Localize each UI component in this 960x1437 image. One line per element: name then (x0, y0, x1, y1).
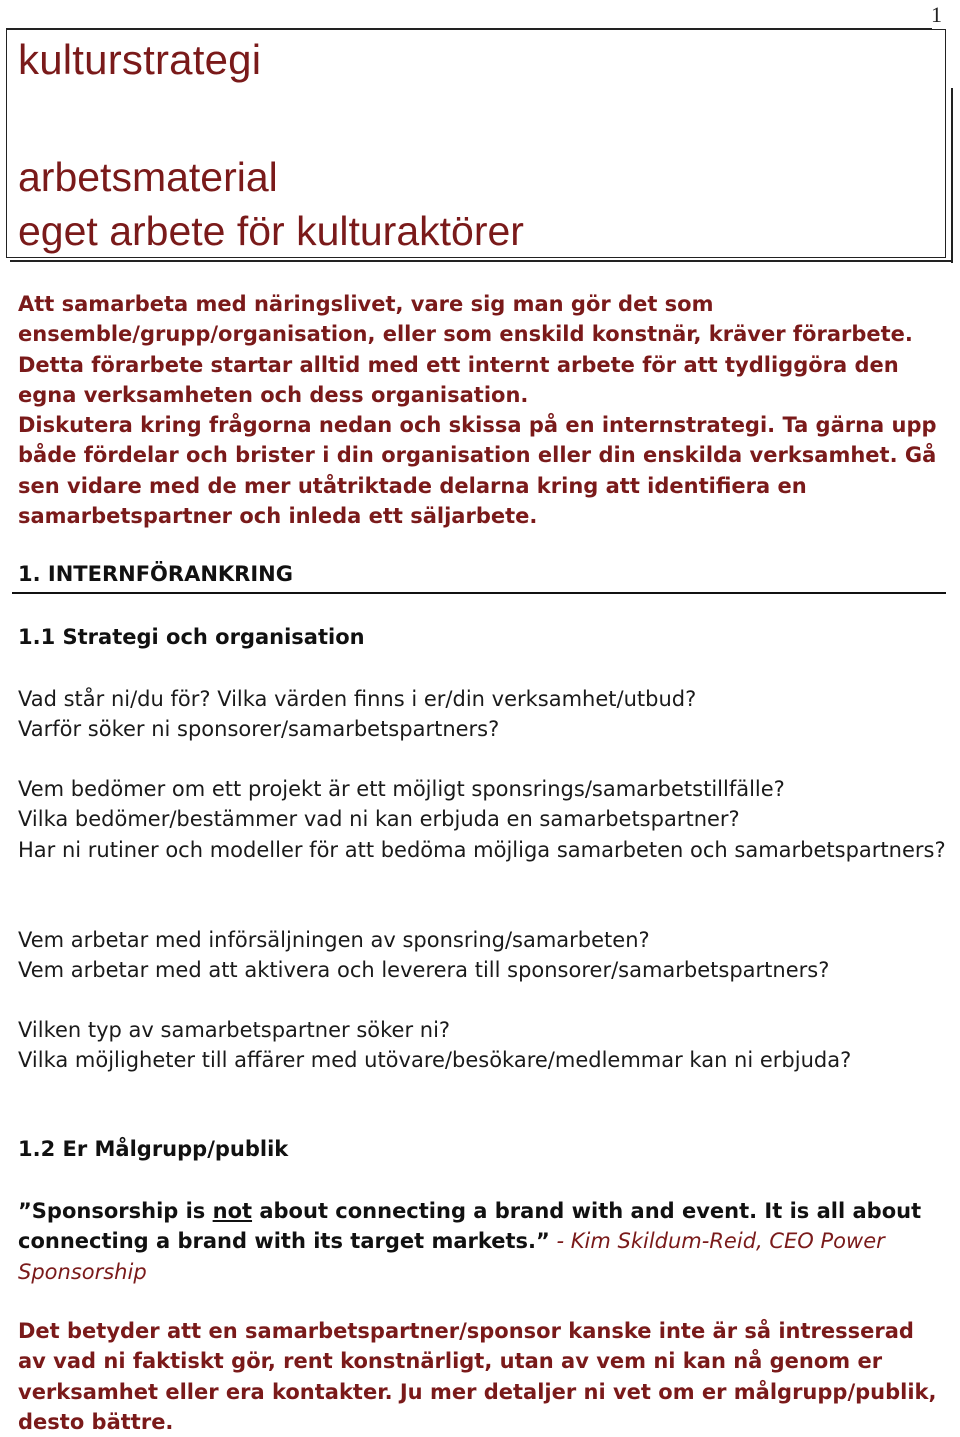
intro-text (18, 289, 948, 531)
subsection-heading-target-group: 1.2 Er Målgrupp/publik (18, 1137, 289, 1161)
question-group-2 (18, 774, 948, 865)
header-box-shadow-right (951, 88, 953, 263)
quote-attribution: - Kim Skildum-Reid, CEO Power Sponsorship (18, 1229, 885, 1284)
question: Vad står ni/du för? Vilka värden finns i er/din verksamhet/utbud? (18, 687, 697, 711)
section-divider (12, 592, 946, 594)
section-heading: 1. INTERNFÖRANKRING (18, 562, 293, 586)
question: Vem bedömer om ett projekt är ett möjligt sponsrings/samarbetstillfälle? (18, 777, 785, 801)
subtitle-line-2: eget arbete för kulturaktörer (18, 208, 524, 254)
header-box-shadow-bottom (10, 260, 953, 262)
subsection-heading-strategy: 1.1 Strategi och organisation (18, 625, 365, 649)
question: Vilka bedömer/bestämmer vad ni kan erbjuda en samarbetspartner? (18, 807, 740, 832)
question-group-1 (18, 684, 948, 745)
question: Har ni rutiner och modeller för att bedöma möjliga samarbeten och samarbetspartners? (18, 837, 946, 862)
question: Vilken typ av samarbetspartner söker ni? (18, 1018, 451, 1042)
question: Varför söker ni sponsorer/samarbetspartners? (18, 717, 500, 742)
question-group-3 (18, 925, 948, 986)
quote-text-start: ”Sponsorship is (18, 1199, 213, 1223)
page-number: 1 (931, 2, 942, 27)
question: Vilka möjligheter till affärer med utövare/besökare/medlemmar kan ni erbjuda? (18, 1048, 852, 1073)
intro-paragraph-2: Diskutera kring frågorna nedan och skissa på en internstrategi. Ta gärna upp både fördelar och brister i din organisation eller din enskilda verksamhet. Gå sen vidare med de mer utåtriktade delarna kring att identifiera en samarbetspartner och inleda ett säljarbete. (18, 413, 937, 529)
question-group-4 (18, 1015, 948, 1076)
sponsorship-quote (18, 1196, 948, 1287)
question: Vem arbetar med att aktivera och leverera till sponsorer/samarbetspartners? (18, 958, 830, 983)
document-subtitle (18, 150, 524, 258)
quote-emphasis: not (212, 1199, 253, 1223)
closing-paragraph: Det betyder att en samarbetspartner/sponsor kanske inte är så intresserad av vad ni faktiskt gör, rent konstnärligt, utan av vem ni kan nå genom er verksamhet eller era kontakter. Ju mer detaljer ni vet om er målgrupp/publik, desto bättre. (18, 1319, 937, 1434)
document-title: kulturstrategi (18, 36, 262, 83)
question: Vem arbetar med införsäljningen av sponsring/samarbeten? (18, 928, 650, 952)
quote-text-end: about connecting a brand with and event. It is all about connecting a brand with its target markets.” (18, 1199, 922, 1254)
intro-paragraph-1: Att samarbeta med näringslivet, vare sig man gör det som ensemble/grupp/organisation, eller som enskild konstnär, kräver förarbete. Detta förarbete startar alltid med ett internt arbete för att tydliggöra den egna verksamheten och dess organisation. (18, 292, 913, 407)
subtitle-line-1: arbetsmaterial (18, 154, 278, 200)
